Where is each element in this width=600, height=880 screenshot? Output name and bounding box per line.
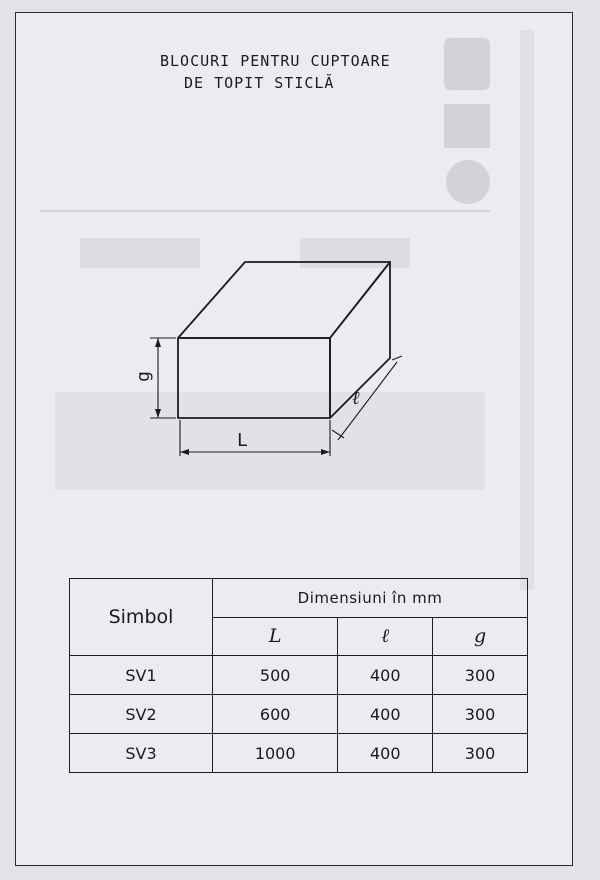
header-l: ℓ [338,617,433,656]
cell-l: 400 [338,656,433,695]
height-arrow-bottom [155,409,161,418]
width-extension-top [392,356,402,360]
height-label: g [132,371,154,382]
cell-l: 400 [338,695,433,734]
cell-symbol: SV1 [70,656,213,695]
block-right-face [330,262,390,418]
header-dimensions: Dimensiuni în mm [213,579,528,618]
dimensions-table [69,578,528,773]
cell-L: 1000 [213,734,338,773]
header-L: L [213,617,338,656]
table-row [70,656,528,695]
cell-L: 600 [213,695,338,734]
table-row [70,734,528,773]
cell-g: 300 [433,734,528,773]
cell-g: 300 [433,656,528,695]
title-line-2: DE TOPIT STICLĂ [184,74,335,92]
height-arrow-top [155,338,161,347]
cell-symbol: SV3 [70,734,213,773]
table-row [70,695,528,734]
block-front-face [178,338,330,418]
length-arrow-right [321,449,330,455]
width-label: ℓ [352,388,360,409]
cell-symbol: SV2 [70,695,213,734]
cell-L: 500 [213,656,338,695]
header-g: g [433,617,528,656]
table-header-row [70,579,528,618]
length-arrow-left [180,449,189,455]
block-top-face [178,262,390,338]
cell-g: 300 [433,695,528,734]
header-simbol: Simbol [70,579,213,656]
cell-l: 400 [338,734,433,773]
length-label: L [237,430,248,451]
title-line-1: BLOCURI PENTRU CUPTOARE [160,52,391,70]
